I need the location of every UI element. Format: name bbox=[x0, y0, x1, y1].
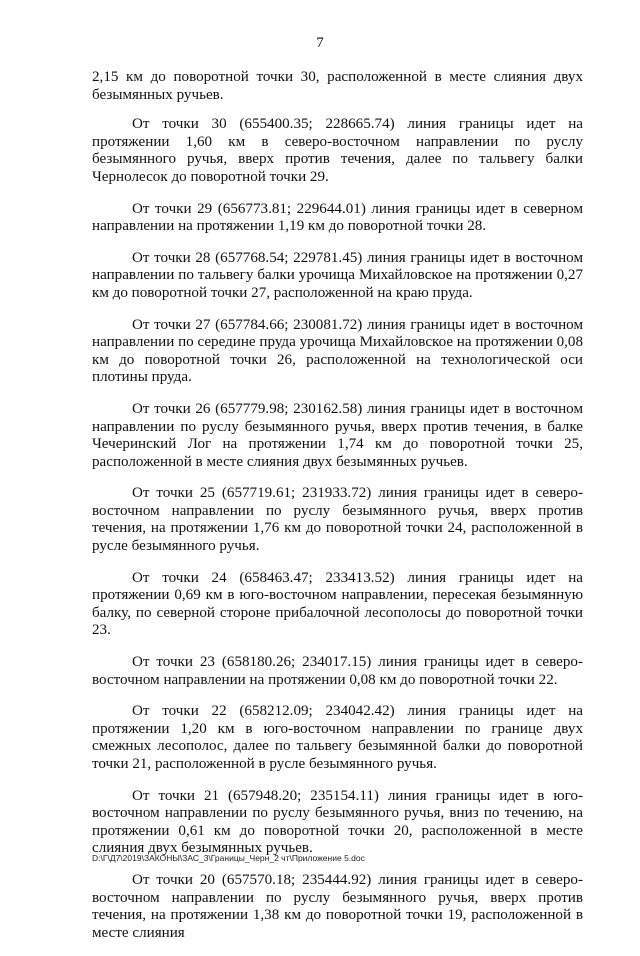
document-body bbox=[92, 69, 583, 956]
paragraph-point-30: От точки 30 (655400.35; 228665.74) линия границы идет на протяжении 1,60 км в северо-восточном направлении по руслу безымянного ручья, вверх против течения, далее по тальвегу балки Чернолесок до поворотной точки 29. bbox=[92, 116, 583, 185]
paragraph-point-27: От точки 27 (657784.66; 230081.72) линия границы идет в восточном направлении по середине пруда урочища Михайловское на протяжении 0,08 км до поворотной точки 26, расположенной на технологической оси плотины пруда. bbox=[92, 316, 584, 386]
paragraph-point-25: От точки 25 (657719.61; 231933.72) линия границы идет в северо-восточном направлении по руслу безымянного ручья, вверх против течения, на протяжении 1,76 км до поворотной точки 24, расположенной в русле безымянного ручья. bbox=[92, 485, 583, 555]
paragraph-point-20: От точки 20 (657570.18; 235444.92) линия границы идет в северо-восточном направлении по руслу безымянного ручья, вверх против течения, на протяжении 1,38 км до поворотной точки 19, расположенной в месте слияния bbox=[92, 871, 583, 941]
paragraph-point-23: От точки 23 (658180.26; 234017.15) линия границы идет в северо-восточном направлении на протяжении 0,08 км до поворотной точки 22. bbox=[92, 654, 583, 688]
paragraph-point-28: От точки 28 (657768.54; 229781.45) линия границы идет в восточном направлении по тальвегу балки урочища Михайловское на протяжении 0,27 км до поворотной точки 27, расположенной на краю пруда. bbox=[92, 249, 583, 301]
paragraph-point-29: От точки 29 (656773.81; 229644.01) линия границы идет в северном направлении на протяжении 1,19 км до поворотной точки 28. bbox=[92, 200, 583, 235]
paragraph-point-24: От точки 24 (658463.47; 233413.52) линия границы идет на протяжении 0,69 км в юго-восточном направлении, пересекая безымянную балку, по северной стороне прибалочной лесополосы до поворотной точки 23. bbox=[92, 569, 583, 639]
paragraph-continuation: 2,15 км до поворотной точки 30, расположенной в месте слияния двух безымянных ручьев. bbox=[92, 69, 583, 103]
paragraph-point-22: От точки 22 (658212.09; 234042.42) линия границы идет на протяжении 1,20 км в юго-восточном направлении по границе двух смежных лесополос, далее по тальвегу безымянной балки до поворотной точки 21, расположенной в русле безымянного ручья. bbox=[92, 703, 583, 772]
paragraph-point-26: От точки 26 (657779.98; 230162.58) линия границы идет в восточном направлении по руслу безымянного ручья, вверх против течения, в балке Чечеринский Лог на протяжении 1,74 км до поворотной точки 25, расположенной в месте слияния двух безымянных ручьев. bbox=[92, 400, 583, 470]
footer-file-path: D:\Г\Д7\2019\ЗАКОНЫ\ЗАС_3\Границы_Черн_2 чт\Приложение 5.doc bbox=[92, 853, 365, 863]
page-number: 7 bbox=[316, 35, 324, 51]
paragraph-point-21: От точки 21 (657948.20; 235154.11) линия границы идет в юго-восточном направлении по руслу безымянного ручья, вниз по течению, на протяжении 0,61 км до поворотной точки 20, расположенной в месте слияния двух безымянных ручьев. bbox=[92, 787, 583, 857]
